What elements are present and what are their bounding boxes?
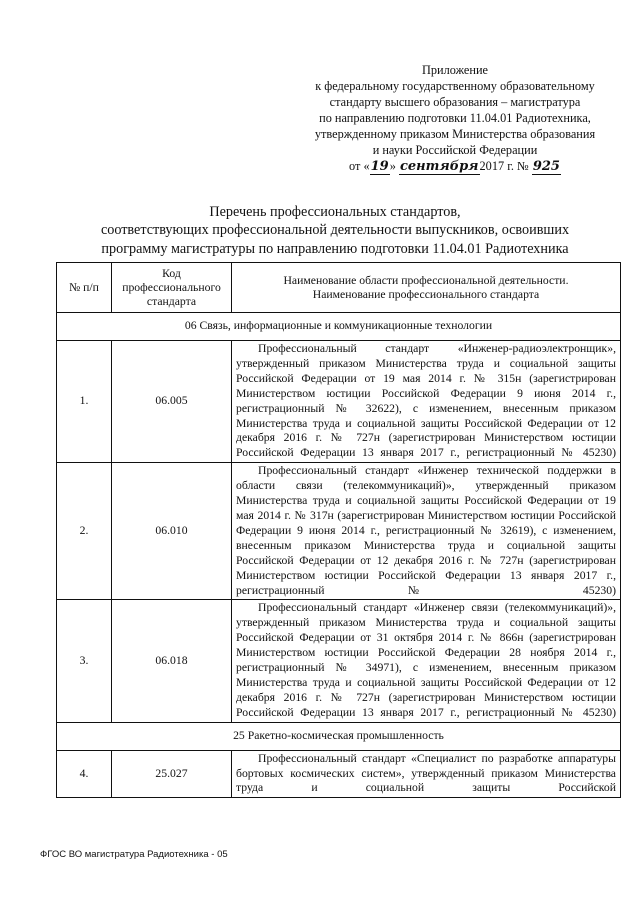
handwritten-day: 19	[370, 159, 389, 174]
page-footer: ФГОС ВО магистратура Радиотехника - 05	[40, 849, 228, 860]
row-description	[232, 341, 621, 463]
row-text: Профессиональный стандарт «Инженер технической поддержки в области связи (телекоммуникаций)», утвержденный приказом Министерства труда и социальной защиты Российской Федерации от 19 мая 2014 г. № 317н (зарегистрирован Министерством юстиции Российской Федерации 9 июня 2014 г., регистрационный № 32619), с изменением, внесенным приказом Министерства труда и социальной защиты Российской Федерации от 12 декабря 2016 г. № 727н (зарегистрирован Министерством юстиции Российской Федерации 13 января 2017 г., регистрационный № 45230)	[236, 464, 616, 597]
standards-table	[56, 262, 621, 798]
row-description	[232, 463, 621, 600]
row-text: Профессиональный стандарт «Специалист по разработке аппаратуры бортовых космических систем», утвержденный приказом Министерства труда и социальной защиты Российской	[236, 751, 616, 795]
header-name-line: Наименование профессионального стандарта	[312, 287, 540, 301]
header-num: № п/п	[57, 263, 112, 313]
row-num: 3.	[57, 600, 112, 722]
table-header-row	[57, 263, 621, 313]
appendix-line: утвержденному приказом Министерства образования	[314, 127, 596, 141]
header-name	[232, 263, 621, 313]
section-row	[57, 722, 621, 750]
row-code: 25.027	[112, 750, 232, 798]
row-num: 1.	[57, 341, 112, 463]
row-num: 4.	[57, 750, 112, 798]
table-row	[57, 750, 621, 798]
section-title: 06 Связь, информационные и коммуникационные технологии	[57, 313, 621, 341]
section-title: 25 Ракетно-космическая промышленность	[57, 722, 621, 750]
row-code: 06.010	[112, 463, 232, 600]
appendix-line: стандарту высшего образования – магистратура	[329, 95, 581, 109]
title-line: Перечень профессиональных стандартов,	[209, 204, 461, 220]
title-line: соответствующих профессиональной деятельности выпускников, освоивших	[100, 222, 570, 239]
section-row	[57, 313, 621, 341]
appendix-line: по направлению подготовки 11.04.01 Радиотехника,	[319, 111, 591, 125]
row-description	[232, 750, 621, 798]
handwritten-month: сентября	[399, 159, 479, 174]
appendix-line: к федеральному государственному образовательному	[315, 79, 595, 93]
row-text: Профессиональный стандарт «Инженер-радиоэлектронщик», утвержденный приказом Министерства труда и социальной защиты Российской Федерации от 19 мая 2014 г. № 315н (зарегистрирован Министерством юстиции Российской Федерации 9 июня 2014 г., регистрационный № 32622), с изменением, внесенным приказом Министерства труда и социальной защиты Российской Федерации от 12 декабря 2016 г. № 727н (зарегистрирован Министерством юстиции Российской Федерации 13 января 2017 г., регистрационный № 45230)	[236, 342, 616, 460]
document-title	[40, 203, 630, 258]
row-num: 2.	[57, 463, 112, 600]
title-line: программу магистратуры по направлению подготовки 11.04.01 Радиотехника	[101, 240, 569, 257]
row-code: 06.005	[112, 341, 232, 463]
date-year: 2017 г. №	[479, 159, 529, 173]
row-code: 06.018	[112, 600, 232, 722]
appendix-line: и науки Российской Федерации	[372, 143, 538, 157]
table-row	[57, 463, 621, 600]
table-row	[57, 600, 621, 722]
header-code: Код профессионального стандарта	[112, 263, 232, 313]
appendix-line: Приложение	[422, 63, 488, 77]
row-description	[232, 600, 621, 722]
date-prefix: от «	[349, 159, 370, 173]
header-name-line: Наименование области профессиональной деятельности.	[283, 273, 569, 287]
handwritten-order-number: 925	[532, 159, 560, 174]
appendix-header	[300, 62, 610, 175]
appendix-date-line	[300, 158, 610, 175]
date-quote-close: »	[389, 159, 396, 173]
row-text: Профессиональный стандарт «Инженер связи (телекоммуникаций)», утвержденный приказом Министерства труда и социальной защиты Российской Федерации от 31 октября 2014 г. № 866н (зарегистрирован Министерством юстиции Российской Федерации 28 ноября 2014 г., регистрационный № 34971), с изменением, внесенным приказом Министерства труда и социальной защиты Российской Федерации от 12 декабря 2016 г. № 727н (зарегистрирован Министерством юстиции Российской Федерации 13 января 2017 г., регистрационный № 45230)	[236, 601, 616, 719]
table-row	[57, 341, 621, 463]
